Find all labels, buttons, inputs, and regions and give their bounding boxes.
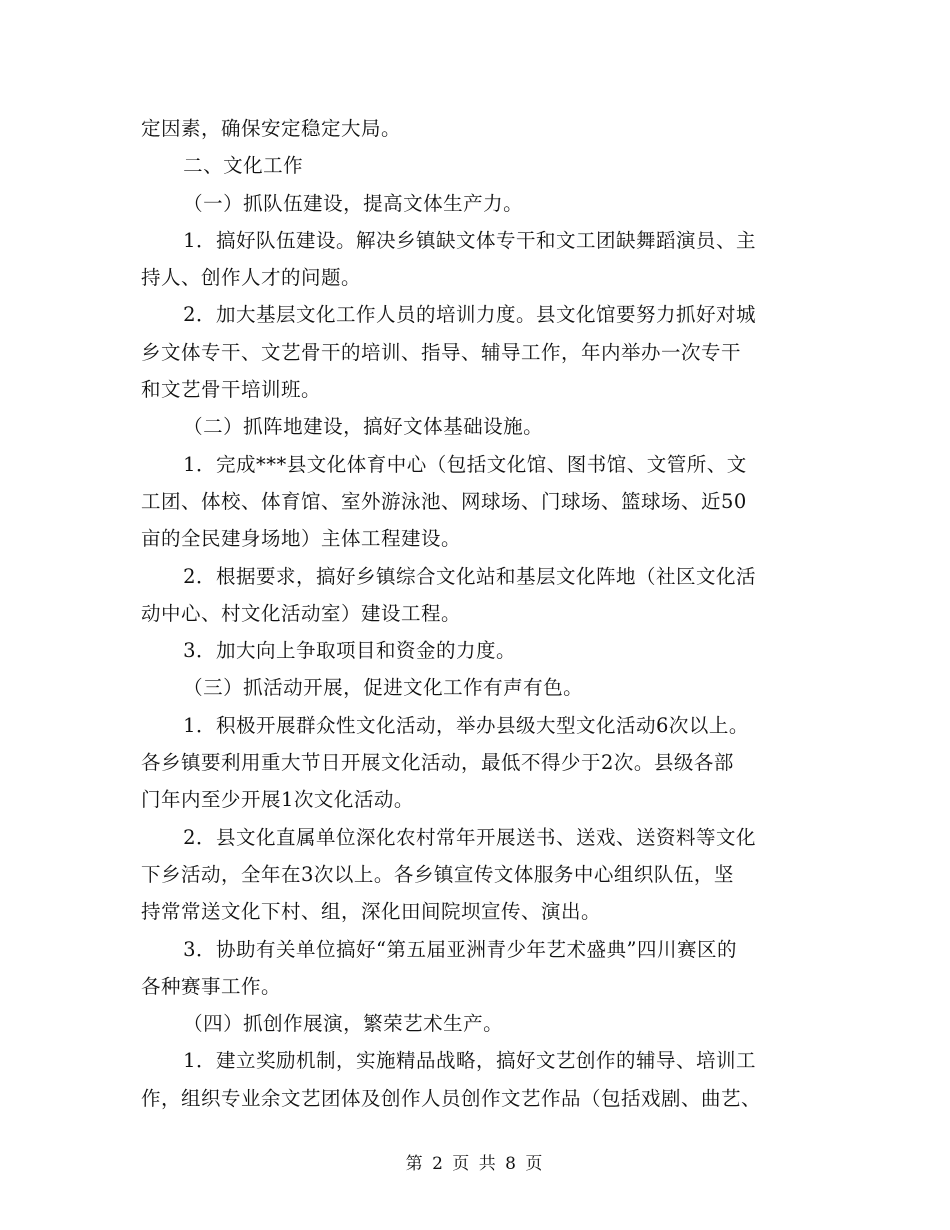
text-line: （一）抓队伍建设，提高文体生产力。 [183,191,524,215]
text-line: 2．根据要求，搞好乡镇综合文化站和基层文化阵地（社区文化活 [183,564,757,588]
text-line: 亩的全民建身场地）主体工程建设。 [141,527,462,551]
text-line: 3．加大向上争取项目和资金的力度。 [183,639,517,663]
text-line: 作，组织专业余文艺团体及创作人员创作文艺作品（包括戏剧、曲艺、 [141,1086,762,1110]
text-line: 定因素，确保安定稳定大局。 [141,117,402,140]
text-line: 持常常送文化下村、组，深化田间院坝宣传、演出。 [141,900,602,924]
text-line: （四）抓创作展演，繁荣艺术生产。 [183,1012,504,1036]
text-line: 持人、创作人才的问题。 [141,266,362,290]
text-line: 下乡活动，全年在3次以上。各乡镇宣传文体服务中心组织队伍，坚 [141,862,734,886]
text-line: 二、文化工作 [183,154,304,178]
text-line: 1．建立奖励机制，实施精品战略，搞好文艺创作的辅导、培训工 [183,1049,757,1073]
text-line: 1．积极开展群众性文化活动，举办县级大型文化活动6次以上。 [183,713,749,737]
text-line: 2．县文化直属单位深化农村常年开展送书、送戏、送资料等文化 [183,825,757,849]
document-body [141,110,813,1117]
text-line: 工团、体校、体育馆、室外游泳池、网球场、门球场、篮球场、近50 [141,489,747,513]
text-line: 3．协助有关单位搞好“第五届亚洲青少年艺术盛典”四川赛区的 [183,937,737,961]
page-footer: 第 2 页 共 8 页 [405,1154,545,1174]
text-line: 和文艺骨干培训班。 [141,378,322,402]
text-line: （三）抓活动开展，促进文化工作有声有色。 [183,676,584,700]
text-line: 各乡镇要利用重大节日开展文化活动，最低不得少于2次。县级各部 [141,751,734,775]
text-line: 乡文体专干、文艺骨干的培训、指导、辅导工作，年内举办一次专干 [141,340,742,364]
text-line: 动中心、村文化活动室）建设工程。 [141,601,462,625]
text-line: 1．完成***县文化体育中心（包括文化馆、图书馆、文管所、文 [183,452,747,476]
text-line: 1．搞好队伍建设。解决乡镇缺文体专干和文工团缺舞蹈演员、主 [183,228,757,252]
text-line: 2．加大基层文化工作人员的培训力度。县文化馆要努力抓好对城 [183,303,757,327]
text-line: （二）抓阵地建设，搞好文体基础设施。 [183,415,544,439]
text-line: 门年内至少开展1次文化活动。 [141,788,414,812]
text-line: 各种赛事工作。 [141,974,282,998]
